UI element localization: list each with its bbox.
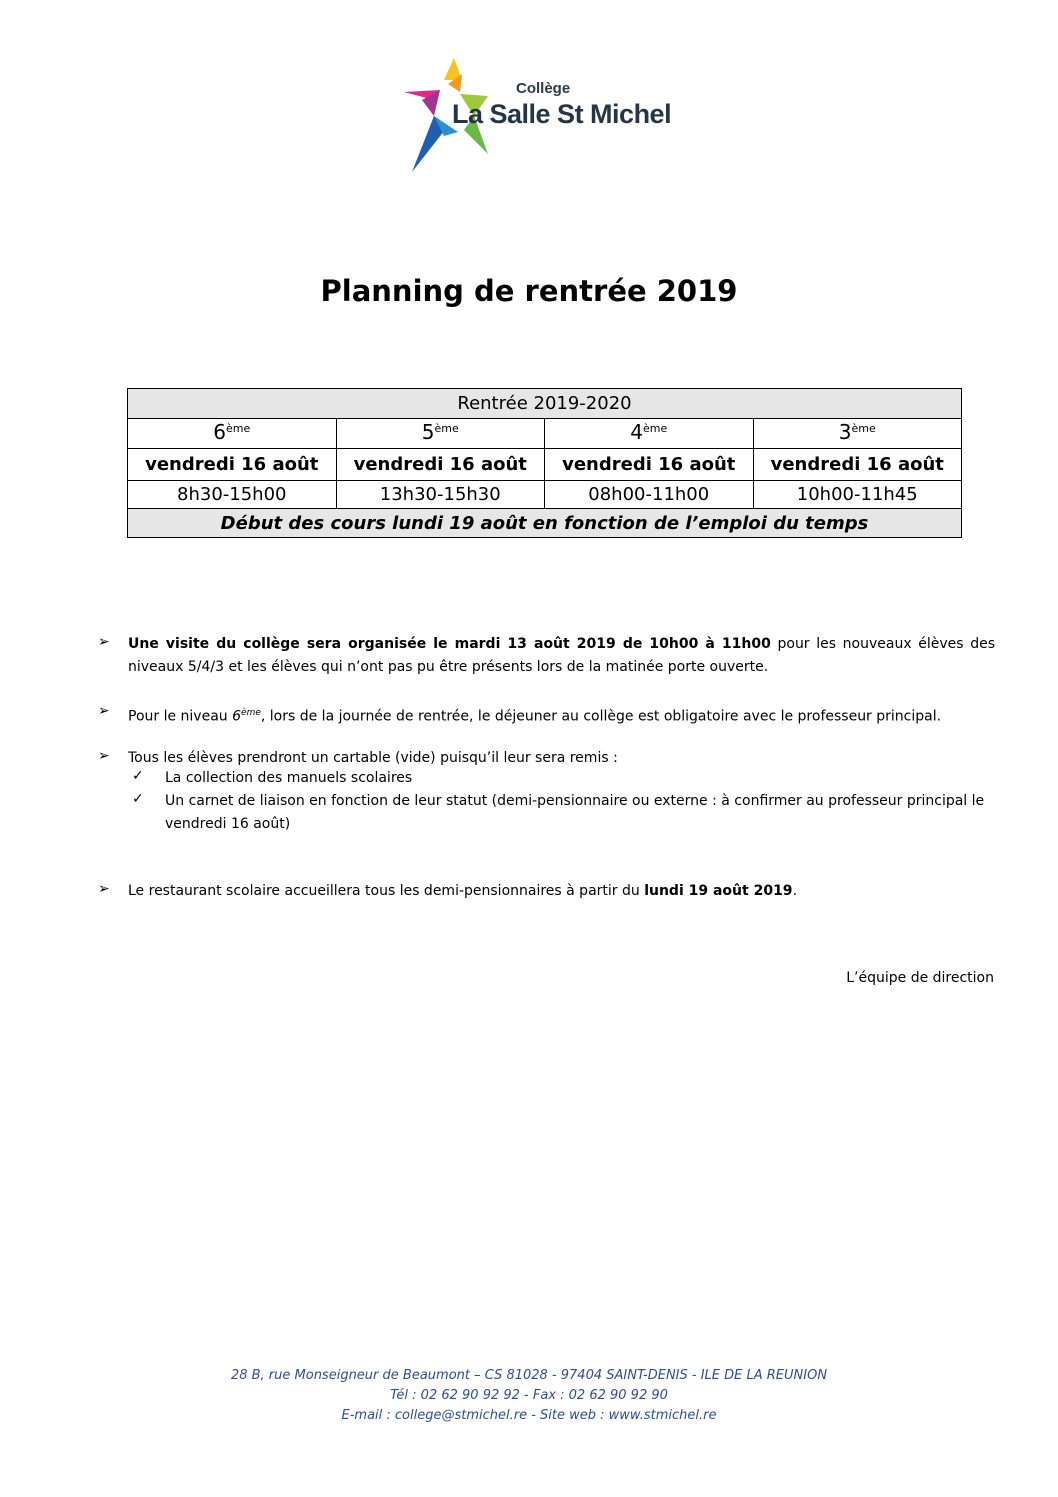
bullet-arrow-icon: ➢ xyxy=(98,703,110,719)
bullet-lunch: Pour le niveau 6ème, lors de la journée de rentrée, le déjeuner au collège est obligatoire avec le professeur principal. xyxy=(128,708,942,725)
level-cell: 3ème xyxy=(753,419,962,449)
schedule-table xyxy=(127,388,962,538)
signature: L’équipe de direction xyxy=(846,970,994,986)
bullet-arrow-icon: ➢ xyxy=(98,881,110,897)
footer-contact: E-mail : college@stmichel.re - Site web : www.stmichel.re xyxy=(341,1408,717,1423)
level-cell: 5ème xyxy=(336,419,545,449)
table-footer-note: Début des cours lundi 19 août en fonction de l’emploi du temps xyxy=(128,509,962,538)
college-logo xyxy=(404,56,684,178)
level-cell: 6ème xyxy=(128,419,337,449)
logo-school-name: La Salle St Michel xyxy=(452,99,672,129)
bullet-arrow-icon: ➢ xyxy=(98,748,110,764)
date-cell: vendredi 16 août xyxy=(545,449,754,481)
footer-phone: Tél : 02 62 90 92 92 - Fax : 02 62 90 92 90 xyxy=(390,1388,668,1403)
logo-college-label: Collège xyxy=(516,80,571,97)
bullet-visit: Une visite du collège sera organisée le mardi 13 août 2019 de 10h00 à 11h00 pour les nouveaux élèves des niveaux 5/4/3 et les élèves qui n’ont pas pu être présents lors de la matinée porte ouverte. xyxy=(128,636,995,675)
time-cell: 13h30-15h30 xyxy=(336,481,545,509)
time-cell: 10h00-11h45 xyxy=(753,481,962,509)
date-cell: vendredi 16 août xyxy=(753,449,962,481)
level-cell: 4ème xyxy=(545,419,754,449)
checkmark-icon: ✓ xyxy=(132,791,144,807)
footer-address: 28 B, rue Monseigneur de Beaumont – CS 81028 - 97404 SAINT-DENIS - ILE DE LA REUNION xyxy=(230,1368,828,1383)
page-title: Planning de rentrée 2019 xyxy=(320,274,738,308)
sub-item-textbooks: La collection des manuels scolaires xyxy=(165,770,413,786)
bullet-arrow-icon: ➢ xyxy=(98,634,110,650)
checkmark-icon: ✓ xyxy=(132,768,144,784)
page-footer xyxy=(0,1366,1058,1426)
time-cell: 08h00-11h00 xyxy=(545,481,754,509)
time-cell: 8h30-15h00 xyxy=(128,481,337,509)
bullet-bag: Tous les élèves prendront un cartable (vide) puisqu’il leur sera remis : xyxy=(128,750,618,766)
date-cell: vendredi 16 août xyxy=(128,449,337,481)
date-cell: vendredi 16 août xyxy=(336,449,545,481)
sub-item-notebook: Un carnet de liaison en fonction de leur statut (demi-pensionnaire ou externe : à confirmer au professeur principal le vendredi 16 août) xyxy=(165,793,985,832)
table-header: Rentrée 2019-2020 xyxy=(128,389,962,419)
bullet-restaurant: Le restaurant scolaire accueillera tous les demi-pensionnaires à partir du lundi 19 août 2019. xyxy=(128,883,798,899)
